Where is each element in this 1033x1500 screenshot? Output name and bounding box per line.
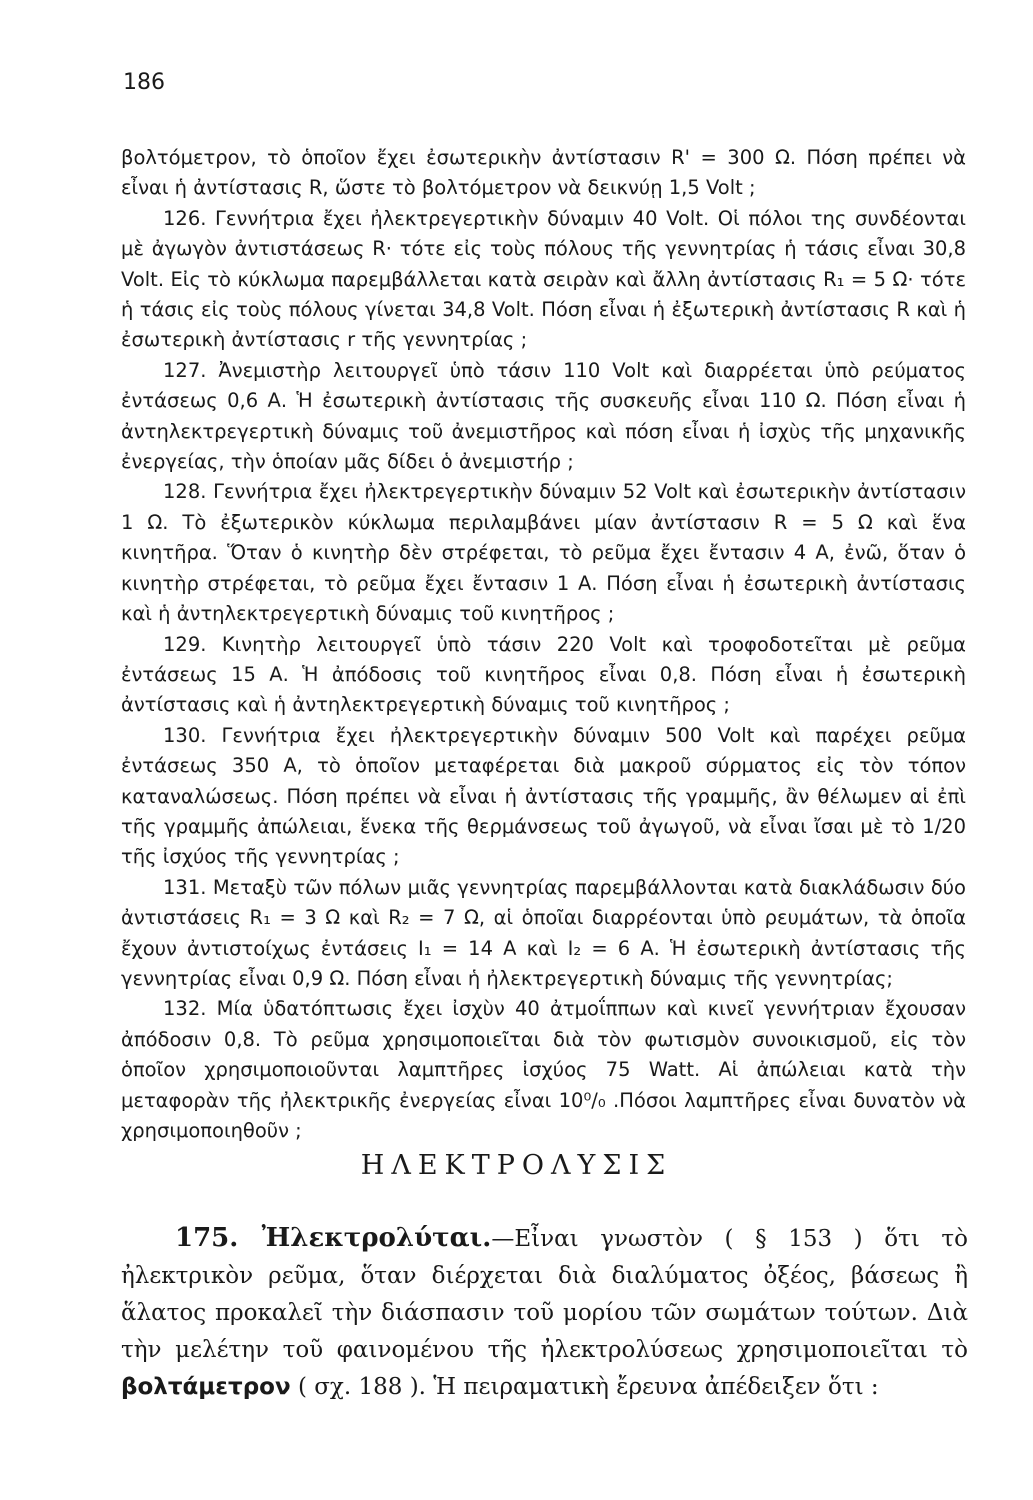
problem-continuation: βολτόμετρον, τὸ ὁποῖον ἔχει ἐσωτερικὴν ἀντίστασιν R' = 300 Ω. Πόση πρέπει νὰ εἶναι ἡ ἀντίστασις R, ὥστε τὸ βολτόμετρον νὰ δεικνύῃ 1,5 Volt ; (121, 146, 966, 200)
problem-127: 127. Ἀνεμιστὴρ λειτουργεῖ ὑπὸ τάσιν 110 Volt καὶ διαρρέεται ὑπὸ ρεύματος ἐντάσεως 0,6 Α. Ἡ ἐσωτερικὴ ἀντίστασις τῆς συσκευῆς εἶναι 110 Ω. Πόση εἶναι ἡ ἀντηλεκτρεγερτικὴ δύναμις τοῦ ἀνεμιστῆρος καὶ πόση εἶναι ἡ ἰσχὺς τῆς μηχανικῆς ἐνεργείας, τὴν ὁποίαν μᾶς δίδει ὁ ἀνεμιστήρ ; (121, 358, 966, 474)
article-paragraph (121, 1220, 968, 1406)
article-key-term: βολτάμετρον (121, 1374, 291, 1400)
page-number: 186 (123, 70, 165, 95)
article-title: 175. Ἠλεκτρολύται. (175, 1223, 492, 1253)
problem-128: 128. Γεννήτρια ἔχει ἠλεκτρεγερτικὴν δύναμιν 52 Volt καὶ ἐσωτερικὴν ἀντίστασιν 1 Ω. Τὸ ἐξωτερικὸν κύκλωμα περιλαμβάνει μίαν ἀντίστασιν R = 5 Ω καὶ ἕνα κινητῆρα. Ὅταν ὁ κινητὴρ δὲν στρέφεται, τὸ ρεῦμα ἔχει ἔντασιν 4 Α, ἐνῶ, ὅταν ὁ κινητὴρ στρέφεται, τὸ ρεῦμα ἔχει ἔντασιν 1 Α. Πόση εἶναι ἡ ἐσωτερικὴ ἀντίστασις καὶ ἡ ἀντηλεκτρεγερτικὴ δύναμις τοῦ κινητῆρος ; (121, 480, 966, 626)
section-heading: ΗΛΕΚΤΡΟΛΥΣΙΣ (360, 1150, 673, 1181)
problem-132: 132. Μία ὑδατόπτωσις ἔχει ἰσχὺν 40 ἀτμοΐππων καὶ κινεῖ γεννήτριαν ἔχουσαν ἀπόδοσιν 0,8. Τὸ ρεῦμα χρησιμοποιεῖται διὰ τὸν φωτισμὸν συνοικισμοῦ, εἰς τὸν ὁποῖον χρησιμοποιοῦνται λαμπτῆρες ἰσχύος 75 Watt. Αἱ ἀπώλειαι κατὰ τὴν μεταφορὰν τῆς ἠλεκτρικῆς ἐνεργείας εἶναι 10⁰/₀ .Πόσοι λαμπτῆρες εἶναι δυνατὸν νὰ χρησιμοποιηθοῦν ; (121, 997, 966, 1142)
problem-126: 126. Γεννήτρια ἔχει ἠλεκτρεγερτικὴν δύναμιν 40 Volt. Οἱ πόλοι της συνδέονται μὲ ἀγωγὸν ἀντιστάσεως R· τότε εἰς τοὺς πόλους τῆς γεννητρίας ἡ τάσις εἶναι 30,8 Volt. Εἰς τὸ κύκλωμα παρεμβάλλεται κατὰ σειρὰν καὶ ἄλλη ἀντίστασις R₁ = 5 Ω· τότε ἡ τάσις εἰς τοὺς πόλους γίνεται 34,8 Volt. Πόση εἶναι ἡ ἐξωτερικὴ ἀντίστασις R καὶ ἡ ἐσωτερικὴ ἀντίστασις r τῆς γεννητρίας ; (121, 206, 966, 352)
problem-131: 131. Μεταξὺ τῶν πόλων μιᾶς γεννητρίας παρεμβάλλονται κατὰ διακλάδωσιν δύο ἀντιστάσεις R₁ = 3 Ω καὶ R₂ = 7 Ω, αἱ ὁποῖαι διαρρέονται ὑπὸ ρευμάτων, τὰ ὁποῖα ἔχουν ἀντιστοίχως ἐντάσεις I₁ = 14 Α καὶ I₂ = 6 Α. Ἡ ἐσωτερικὴ ἀντίστασις τῆς γεννητρίας εἶναι 0,9 Ω. Πόση εἶναι ἡ ἠλεκτρεγερτικὴ δύναμις τῆς γεννητρίας; (121, 875, 966, 990)
article-175 (121, 1220, 968, 1406)
article-text-end: ( σχ. 188 ). Ἡ πειραματικὴ ἔρευνα ἀπέδειξεν ὅτι : (290, 1374, 879, 1400)
problem-130: 130. Γεννήτρια ἔχει ἠλεκτρεγερτικὴν δύναμιν 500 Volt καὶ παρέχει ρεῦμα ἐντάσεως 350 Α, τὸ ὁποῖον μεταφέρεται διὰ μακροῦ σύρματος εἰς τὸν τόπον καταναλώσεως. Πόση πρέπει νὰ εἶναι ἡ ἀντίστασις τῆς γραμμῆς, ἂν θέλωμεν αἱ ἐπὶ τῆς γραμμῆς ἀπώλειαι, ἕνεκα τῆς θερμάνσεως τοῦ ἀγωγοῦ, νὰ εἶναι ἴσαι μὲ τὸ 1/20 τῆς ἰσχύος τῆς γεννητρίας ; (121, 723, 966, 869)
article-text-start: —Εἶναι γνωστὸν ( § 153 ) ὅτι τὸ ἠλεκτρικὸν ρεῦμα, ὅταν διέρχεται διὰ διαλύματος ὀξέος, βάσεως ἢ ἅλατος προκαλεῖ τὴν διάσπασιν τοῦ μορίου τῶν σωμάτων τούτων. Διὰ τὴν μελέτην τοῦ φαινομένου τῆς ἠλεκτρολύσεως χρησιμοποιεῖται τὸ (121, 1226, 968, 1363)
problem-list (121, 143, 966, 1146)
problem-129: 129. Κινητὴρ λειτουργεῖ ὑπὸ τάσιν 220 Volt καὶ τροφοδοτεῖται μὲ ρεῦμα ἐντάσεως 15 Α. Ἡ ἀπόδοσις τοῦ κινητῆρος εἶναι 0,8. Πόση εἶναι ἡ ἐσωτερικὴ ἀντίστασις καὶ ἡ ἀντηλεκτρεγερτικὴ δύναμις τοῦ κινητῆρος ; (121, 632, 966, 717)
